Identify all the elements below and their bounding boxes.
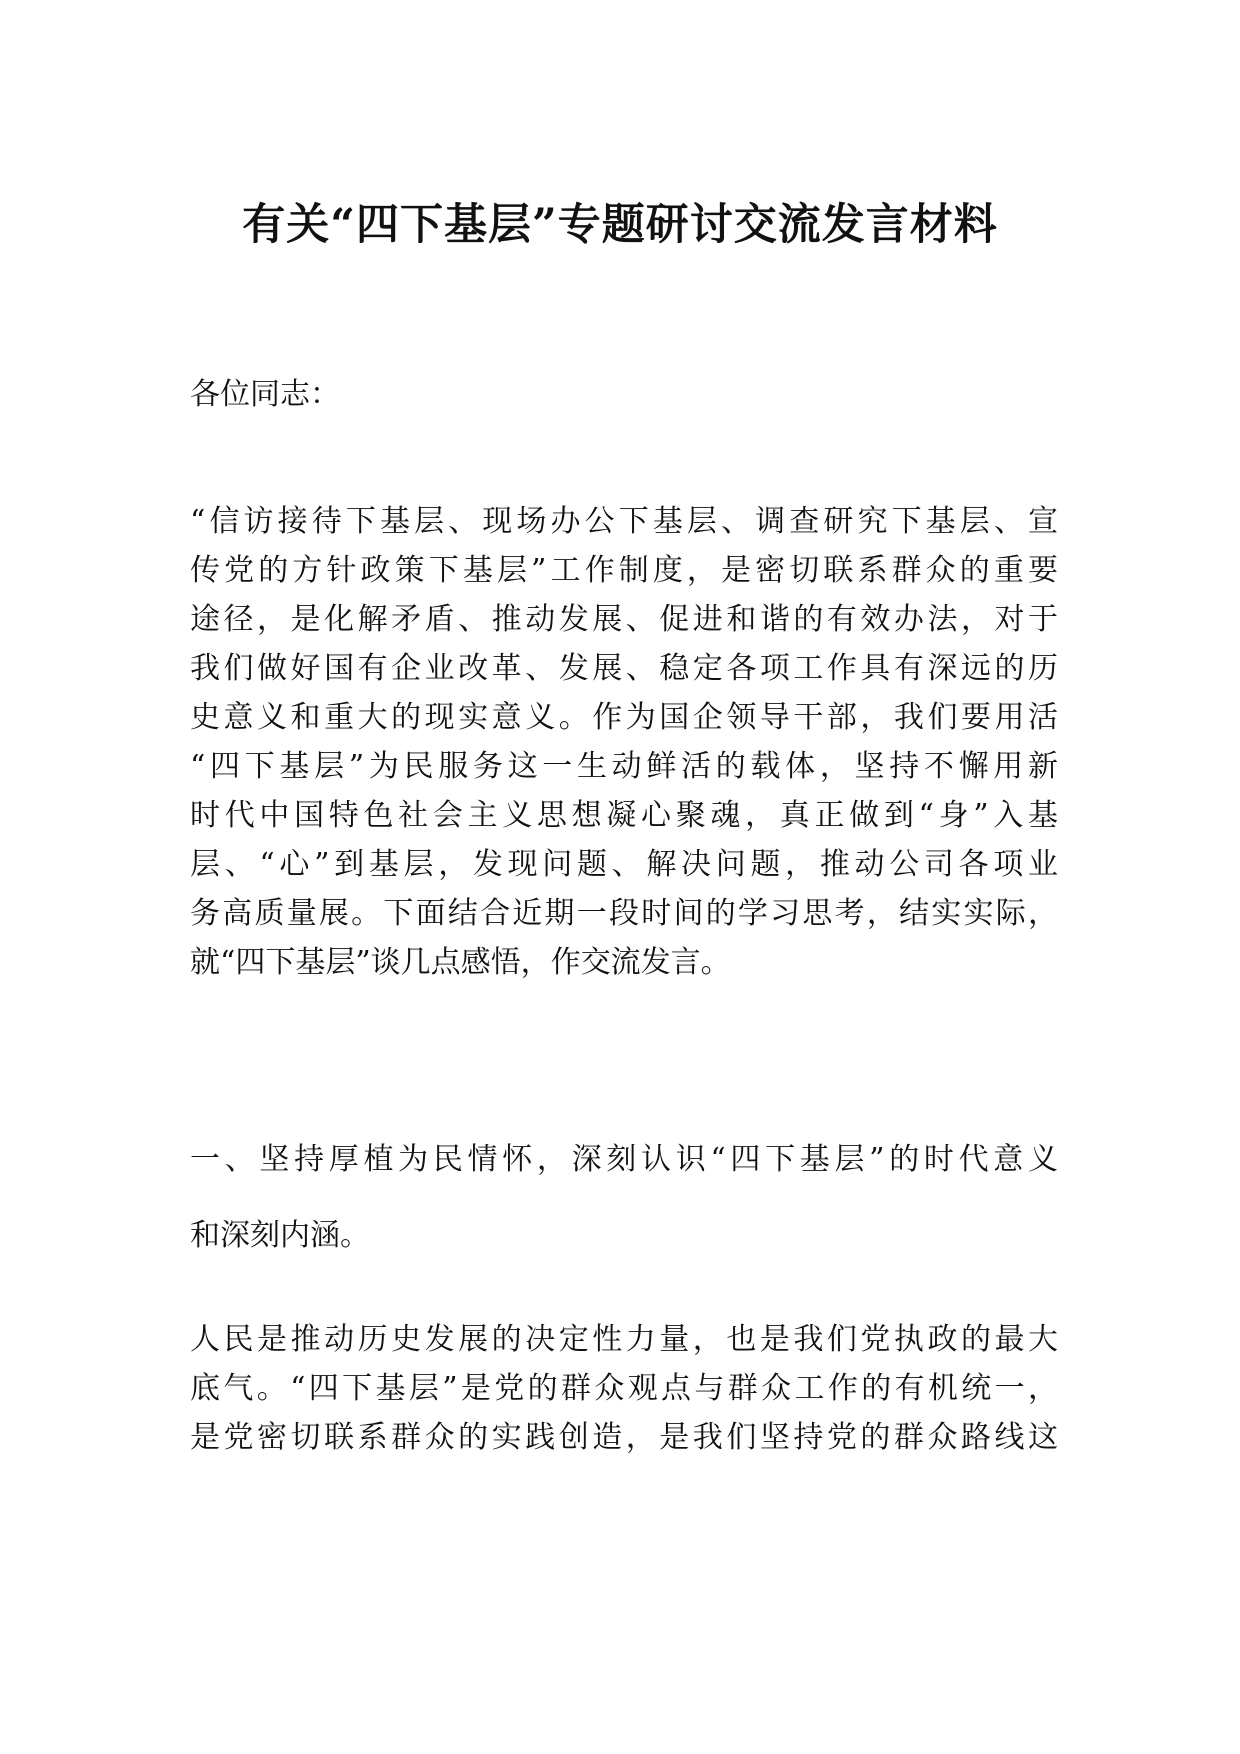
greeting-line: 各位同志： [190, 377, 340, 412]
paragraph-line: 人民是推动历史发展的决定性力量，也是我们党执政的最大 [190, 1322, 1058, 1357]
heading-line: 和深刻内涵。 [190, 1218, 370, 1253]
document-title: 有关“四下基层”专题研讨交流发言材料 [242, 200, 998, 250]
paragraph-line: 层、“心”到基层，发现问题、解决问题，推动公司各项业 [190, 847, 1058, 882]
paragraph-line: 时代中国特色社会主义思想凝心聚魂，真正做到“身”入基 [190, 798, 1058, 833]
paragraph-section-1 [190, 1315, 1058, 1462]
paragraph-line: 途径，是化解矛盾、推动发展、促进和谐的有效办法，对于 [190, 602, 1058, 637]
paragraph-line: “四下基层”为民服务这一生动鲜活的载体，坚持不懈用新 [190, 749, 1058, 784]
paragraph-intro [190, 497, 1058, 987]
paragraph-line: 史意义和重大的现实意义。作为国企领导干部，我们要用活 [190, 700, 1058, 735]
paragraph-line: 是党密切联系群众的实践创造，是我们坚持党的群众路线这 [190, 1420, 1058, 1455]
greeting [190, 370, 1058, 419]
paragraph-line: 传党的方针政策下基层”工作制度，是密切联系群众的重要 [190, 553, 1058, 588]
paragraph-line: 务高质量展。下面结合近期一段时间的学习思考，结实实际， [190, 896, 1058, 931]
paragraph-line: “信访接待下基层、现场办公下基层、调查研究下基层、宣 [190, 504, 1058, 539]
paragraph-line: 就“四下基层”谈几点感悟，作交流发言。 [190, 945, 731, 980]
paragraph-line: 我们做好国有企业改革、发展、稳定各项工作具有深远的历 [190, 651, 1058, 686]
paragraph-line: 底气。“四下基层”是党的群众观点与群众工作的有机统一， [190, 1371, 1058, 1406]
heading-line: 一、坚持厚植为民情怀，深刻认识“四下基层”的时代意义 [190, 1142, 1058, 1177]
section-heading-1 [190, 1122, 1058, 1274]
